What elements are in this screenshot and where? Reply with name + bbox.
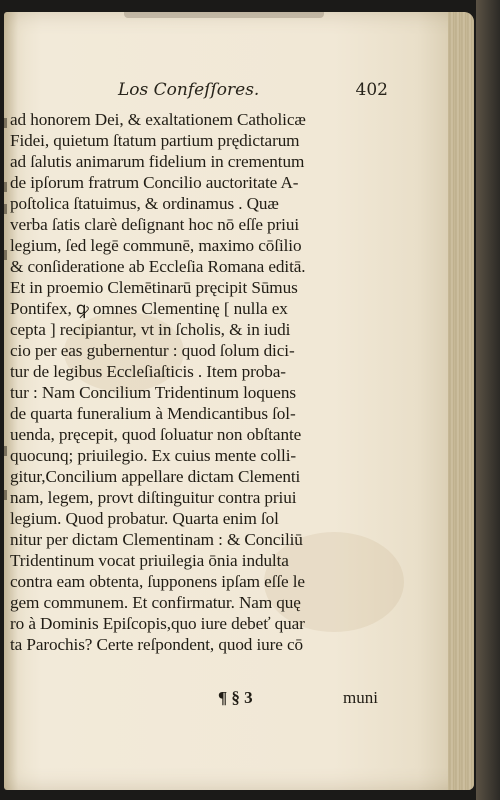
text-line: & conſideratione ab Eccleſia Romana editā. — [10, 257, 306, 276]
book-binding-shadow — [476, 0, 500, 800]
text-line: ro à Dominis Epiſcopis,quo iure debeť quar — [10, 614, 305, 633]
margin-mark — [4, 204, 7, 214]
text-line: poſtolica ſtatuimus, & ordinamus . Quæ — [10, 194, 279, 213]
text-line: cepta ] recipiantur, vt in ſcholis, & in iudi — [10, 320, 291, 339]
text-line: legium. Quod probatur. Quarta enim ſol — [10, 509, 279, 528]
text-line: Pontifex, ꝙ omnes Clementinę [ nulla ex — [10, 299, 288, 318]
margin-mark — [4, 182, 7, 192]
text-line: gem communem. Et confirmatur. Nam quę — [10, 593, 301, 612]
margin-mark — [4, 118, 7, 128]
running-title: Los Confeſſores. — [118, 80, 260, 100]
page-number: 402 — [355, 80, 388, 100]
text-line: ta Parochis? Certe reſpondent, quod iure cō — [10, 635, 304, 654]
text-line: Fidei, quietum ſtatum partium prędictarum — [10, 131, 300, 150]
margin-mark — [4, 490, 7, 500]
body-text — [10, 109, 382, 655]
text-line: Et in proemio Clemētinarū pręcipit Sūmus — [10, 278, 298, 297]
margin-mark — [4, 250, 7, 260]
page-edges — [448, 12, 474, 790]
running-header — [118, 74, 388, 104]
text-line: quocunq; priuilegio. Ex cuius mente colli- — [10, 446, 297, 465]
margin-mark — [4, 446, 7, 456]
text-line: cio per eas gubernentur : quod ſolum dici- — [10, 341, 295, 360]
text-line: de ipſorum fratrum Concilio auctoritate A- — [10, 173, 299, 192]
text-line: tur de legibus Eccleſiaſticis . Item proba- — [10, 362, 286, 381]
page-top-shadow — [124, 12, 324, 18]
text-line: Tridentinum vocat priuilegia ōnia indulta — [10, 551, 289, 570]
text-line: legium, ſed legē communē, maximo cōſilio — [10, 236, 302, 255]
text-line: tur : Nam Concilium Tridentinum loquens — [10, 383, 296, 402]
signature-mark: ¶ § 3 — [218, 688, 253, 707]
catchword: muni — [343, 688, 378, 707]
text-line: gitur,Concilium appellare dictam Clementi — [10, 467, 301, 486]
text-line: verba ſatis clarè deſignant hoc nō eſſe priui — [10, 215, 300, 234]
text-line: uenda, pręcepit, quod ſoluatur non obſtante — [10, 425, 302, 444]
text-line: de quarta funeralium à Mendicantibus ſol- — [10, 404, 296, 423]
text-line: contra eam obtenta, ſupponens ipſam eſſe le — [10, 572, 305, 591]
text-line: ad ſalutis animarum fidelium in crementum — [10, 152, 305, 171]
text-line: nam, legem, provt diſtinguitur contra priui — [10, 488, 297, 507]
text-line: ad honorem Dei, & exaltationem Catholicæ — [10, 110, 306, 129]
text-line: nitur per dictam Clementinam : & Conciliū — [10, 530, 303, 549]
